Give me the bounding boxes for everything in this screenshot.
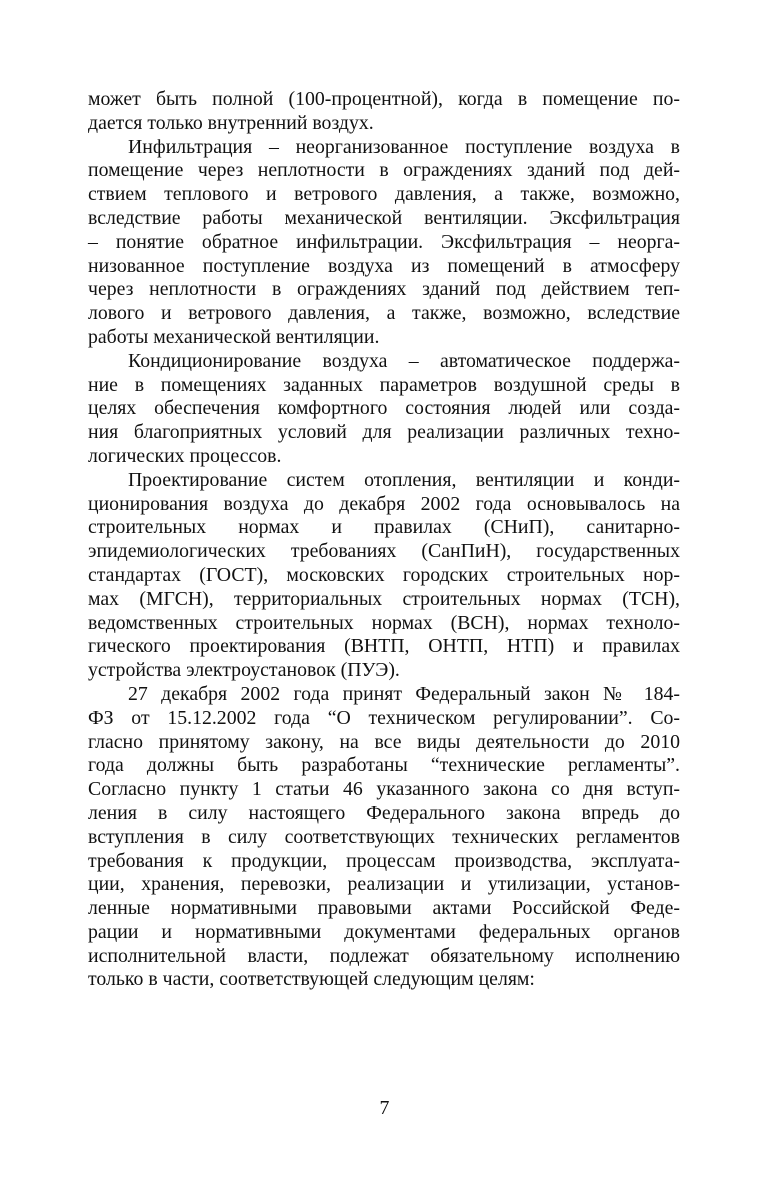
text-line: ние в помещениях заданных параметров воздушной среды в bbox=[88, 373, 680, 396]
text-line: целях обеспечения комфортного состояния людей или созда- bbox=[88, 397, 680, 420]
text-line: лового и ветрового давления, а также, возможно, вследствие bbox=[88, 302, 680, 325]
page-number: 7 bbox=[379, 1097, 390, 1119]
text-line: ствием теплового и ветрового давления, а также, возможно, bbox=[88, 183, 680, 206]
text-line: ления в силу настоящего Федерального закона впредь до bbox=[88, 801, 680, 824]
text-line: только в части, соответствующей следующим целям: bbox=[88, 968, 535, 991]
paragraph-infiltration bbox=[88, 136, 680, 350]
text-line: помещение через неплотности в ограждениях зданий под дей- bbox=[88, 159, 680, 182]
paragraph-federal-law bbox=[88, 683, 680, 992]
text-line: устройства электроустановок (ПУЭ). bbox=[88, 659, 400, 682]
text-line: ции, хранения, перевозки, реализации и утилизации, установ- bbox=[88, 873, 680, 896]
text-line: Инфильтрация – неорганизованное поступление воздуха в bbox=[128, 135, 680, 158]
text-line: исполнительной власти, подлежат обязательному исполнению bbox=[88, 944, 680, 967]
text-line: – понятие обратное инфильтрации. Эксфильтрация – неорга- bbox=[88, 230, 680, 253]
page-body bbox=[88, 88, 680, 992]
text-line: мах (МГСН), территориальных строительных нормах (ТСН), bbox=[88, 587, 680, 610]
text-line: строительных нормах и правилах (СНиП), санитарно- bbox=[88, 516, 680, 539]
text-line: ведомственных строительных нормах (ВСН), нормах техноло- bbox=[88, 611, 680, 634]
text-line: вступления в силу соответствующих технических регламентов bbox=[88, 825, 680, 848]
text-line: логических процессов. bbox=[88, 444, 282, 467]
text-line: года должны быть разработаны “технические регламенты”. bbox=[88, 754, 680, 777]
text-line: эпидемиологических требованиях (СанПиН), государственных bbox=[88, 540, 680, 563]
text-line: стандартах (ГОСТ), московских городских строительных нор- bbox=[88, 563, 680, 586]
paragraph-continuation bbox=[88, 88, 680, 136]
paragraph-air-conditioning bbox=[88, 350, 680, 469]
text-line: работы механической вентиляции. bbox=[88, 325, 380, 348]
text-line: требования к продукции, процессам производства, эксплуата- bbox=[88, 849, 680, 872]
text-line: ния благоприятных условий для реализации различных техно- bbox=[88, 421, 680, 444]
text-line: вследствие работы механической вентиляции. Эксфильтрация bbox=[88, 206, 680, 229]
text-line: ФЗ от 15.12.2002 года “О техническом регулировании”. Со- bbox=[88, 706, 680, 729]
text-line: через неплотности в ограждениях зданий под действием теп- bbox=[88, 278, 680, 301]
text-line: ционирования воздуха до декабря 2002 года основывалось на bbox=[88, 492, 680, 515]
text-line: рации и нормативными документами федеральных органов bbox=[88, 920, 680, 943]
text-line: ленные нормативными правовыми актами Российской Феде- bbox=[88, 897, 680, 920]
text-line: Кондиционирование воздуха – автоматическое поддержа- bbox=[128, 349, 680, 372]
text-line: низованное поступление воздуха из помещений в атмосферу bbox=[88, 254, 680, 277]
text-line: гласно принятому закону, на все виды деятельности до 2010 bbox=[88, 730, 680, 753]
text-line: Проектирование систем отопления, вентиляции и конди- bbox=[128, 468, 680, 491]
text-line: дается только внутренний воздух. bbox=[88, 111, 374, 134]
text-line: Согласно пункту 1 статьи 46 указанного закона со дня вступ- bbox=[88, 778, 680, 801]
text-line: гического проектирования (ВНТП, ОНТП, НТП) и правилах bbox=[88, 635, 680, 658]
text-line: 27 декабря 2002 года принят Федеральный закон № 184- bbox=[128, 682, 680, 705]
paragraph-design-norms bbox=[88, 469, 680, 683]
text-line: может быть полной (100-процентной), когда в помещение по- bbox=[88, 88, 680, 110]
